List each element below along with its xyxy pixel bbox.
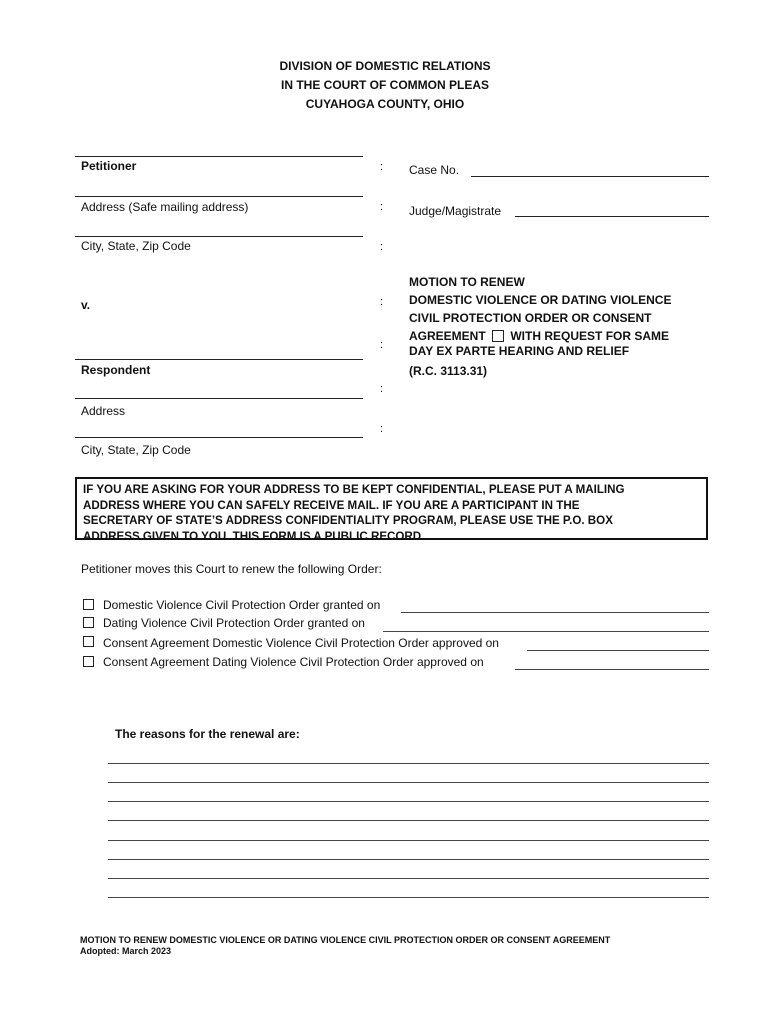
- court-name-title: IN THE COURT OF COMMON PLEAS: [281, 78, 489, 92]
- reasons-line[interactable]: [108, 820, 709, 821]
- form-footer: [80, 935, 610, 957]
- footer-form-title: MOTION TO RENEW DOMESTIC VIOLENCE OR DATING VIOLENCE CIVIL PROTECTION ORDER OR CONSENT AGREEMENT: [80, 935, 611, 945]
- judge-magistrate-label: Judge/Magistrate: [409, 204, 502, 218]
- confidential-address-notice: [75, 477, 708, 543]
- motion-caption-request: WITH REQUEST FOR SAME: [510, 329, 670, 343]
- notice-line: ADDRESS GIVEN TO YOU. THIS FORM IS A PUBLIC RECORD.: [83, 529, 425, 543]
- caption-colon: :: [380, 201, 384, 213]
- caption-colon: :: [380, 339, 384, 351]
- motion-caption-line: [409, 327, 671, 345]
- reasons-line[interactable]: [108, 897, 709, 898]
- judge-magistrate-field[interactable]: [515, 216, 709, 217]
- caption-colon: :: [380, 383, 384, 395]
- respondent-address-line[interactable]: [75, 398, 363, 399]
- case-number-label: Case No.: [409, 163, 460, 177]
- reasons-line[interactable]: [108, 859, 709, 860]
- petitioner-address-label: Address (Safe mailing address): [81, 200, 249, 214]
- motion-caption-agreement: AGREEMENT: [409, 329, 486, 343]
- consent-dating-date-field[interactable]: [515, 669, 709, 670]
- dating-cpo-label: Dating Violence Civil Protection Order granted on: [103, 616, 365, 630]
- respondent-address-label: Address: [81, 404, 126, 418]
- court-division-title: DIVISION OF DOMESTIC RELATIONS: [279, 59, 491, 73]
- reasons-line[interactable]: [108, 840, 709, 841]
- dv-cpo-checkbox[interactable]: [83, 599, 94, 610]
- motion-caption-line: DOMESTIC VIOLENCE OR DATING VIOLENCE: [409, 293, 672, 307]
- consent-dating-checkbox[interactable]: [83, 656, 94, 667]
- motion-caption-line: MOTION TO RENEW: [409, 275, 525, 289]
- dating-cpo-checkbox[interactable]: [83, 617, 94, 628]
- consent-dv-date-field[interactable]: [527, 650, 709, 651]
- respondent-city-line[interactable]: [75, 437, 363, 438]
- petitioner-label: Petitioner: [81, 159, 137, 173]
- reasons-line[interactable]: [108, 763, 709, 764]
- respondent-name-line[interactable]: [75, 359, 363, 360]
- petitioner-city-line[interactable]: [75, 236, 363, 237]
- caption-colon: :: [380, 296, 384, 308]
- versus-label: v.: [81, 298, 91, 312]
- county-title: CUYAHOGA COUNTY, OHIO: [305, 97, 465, 111]
- reasons-line[interactable]: [108, 782, 709, 783]
- motion-caption-line: DAY EX PARTE HEARING AND RELIEF: [409, 344, 630, 358]
- caption-colon: :: [380, 423, 384, 435]
- dating-cpo-date-field[interactable]: [383, 631, 709, 632]
- motion-caption: [409, 273, 671, 380]
- consent-dv-label: Consent Agreement Domestic Violence Civil Protection Order approved on: [103, 636, 499, 650]
- motion-intro: Petitioner moves this Court to renew the following Order:: [81, 562, 382, 576]
- case-number-field[interactable]: [471, 176, 709, 177]
- reasons-line[interactable]: [108, 878, 709, 879]
- dv-cpo-date-field[interactable]: [401, 612, 709, 613]
- petitioner-city-label: City, State, Zip Code: [81, 239, 191, 253]
- motion-caption-line: (R.C. 3113.31): [409, 364, 488, 378]
- ex-parte-checkbox[interactable]: [492, 330, 504, 342]
- consent-dating-label: Consent Agreement Dating Violence Civil Protection Order approved on: [103, 655, 484, 669]
- consent-dv-checkbox[interactable]: [83, 636, 94, 647]
- notice-line: SECRETARY OF STATE’S ADDRESS CONFIDENTIALITY PROGRAM, PLEASE USE THE P.O. BOX: [83, 514, 613, 527]
- respondent-city-label: City, State, Zip Code: [81, 443, 191, 457]
- respondent-label: Respondent: [81, 363, 151, 377]
- motion-caption-line: CIVIL PROTECTION ORDER OR CONSENT: [409, 311, 652, 325]
- notice-line: IF YOU ARE ASKING FOR YOUR ADDRESS TO BE KEPT CONFIDENTIAL, PLEASE PUT A MAILING: [83, 483, 625, 496]
- caption-colon: :: [380, 161, 384, 173]
- caption-colon: :: [380, 241, 384, 253]
- notice-line: ADDRESS WHERE YOU CAN SAFELY RECEIVE MAIL. IF YOU ARE A PARTICIPANT IN THE: [83, 498, 580, 512]
- reasons-line[interactable]: [108, 801, 709, 802]
- petitioner-address-line[interactable]: [75, 196, 363, 197]
- reasons-label: The reasons for the renewal are:: [115, 727, 300, 741]
- petitioner-name-line[interactable]: [75, 156, 363, 157]
- footer-adopted-date: Adopted: March 2023: [80, 946, 172, 956]
- dv-cpo-label: Domestic Violence Civil Protection Order granted on: [103, 598, 381, 612]
